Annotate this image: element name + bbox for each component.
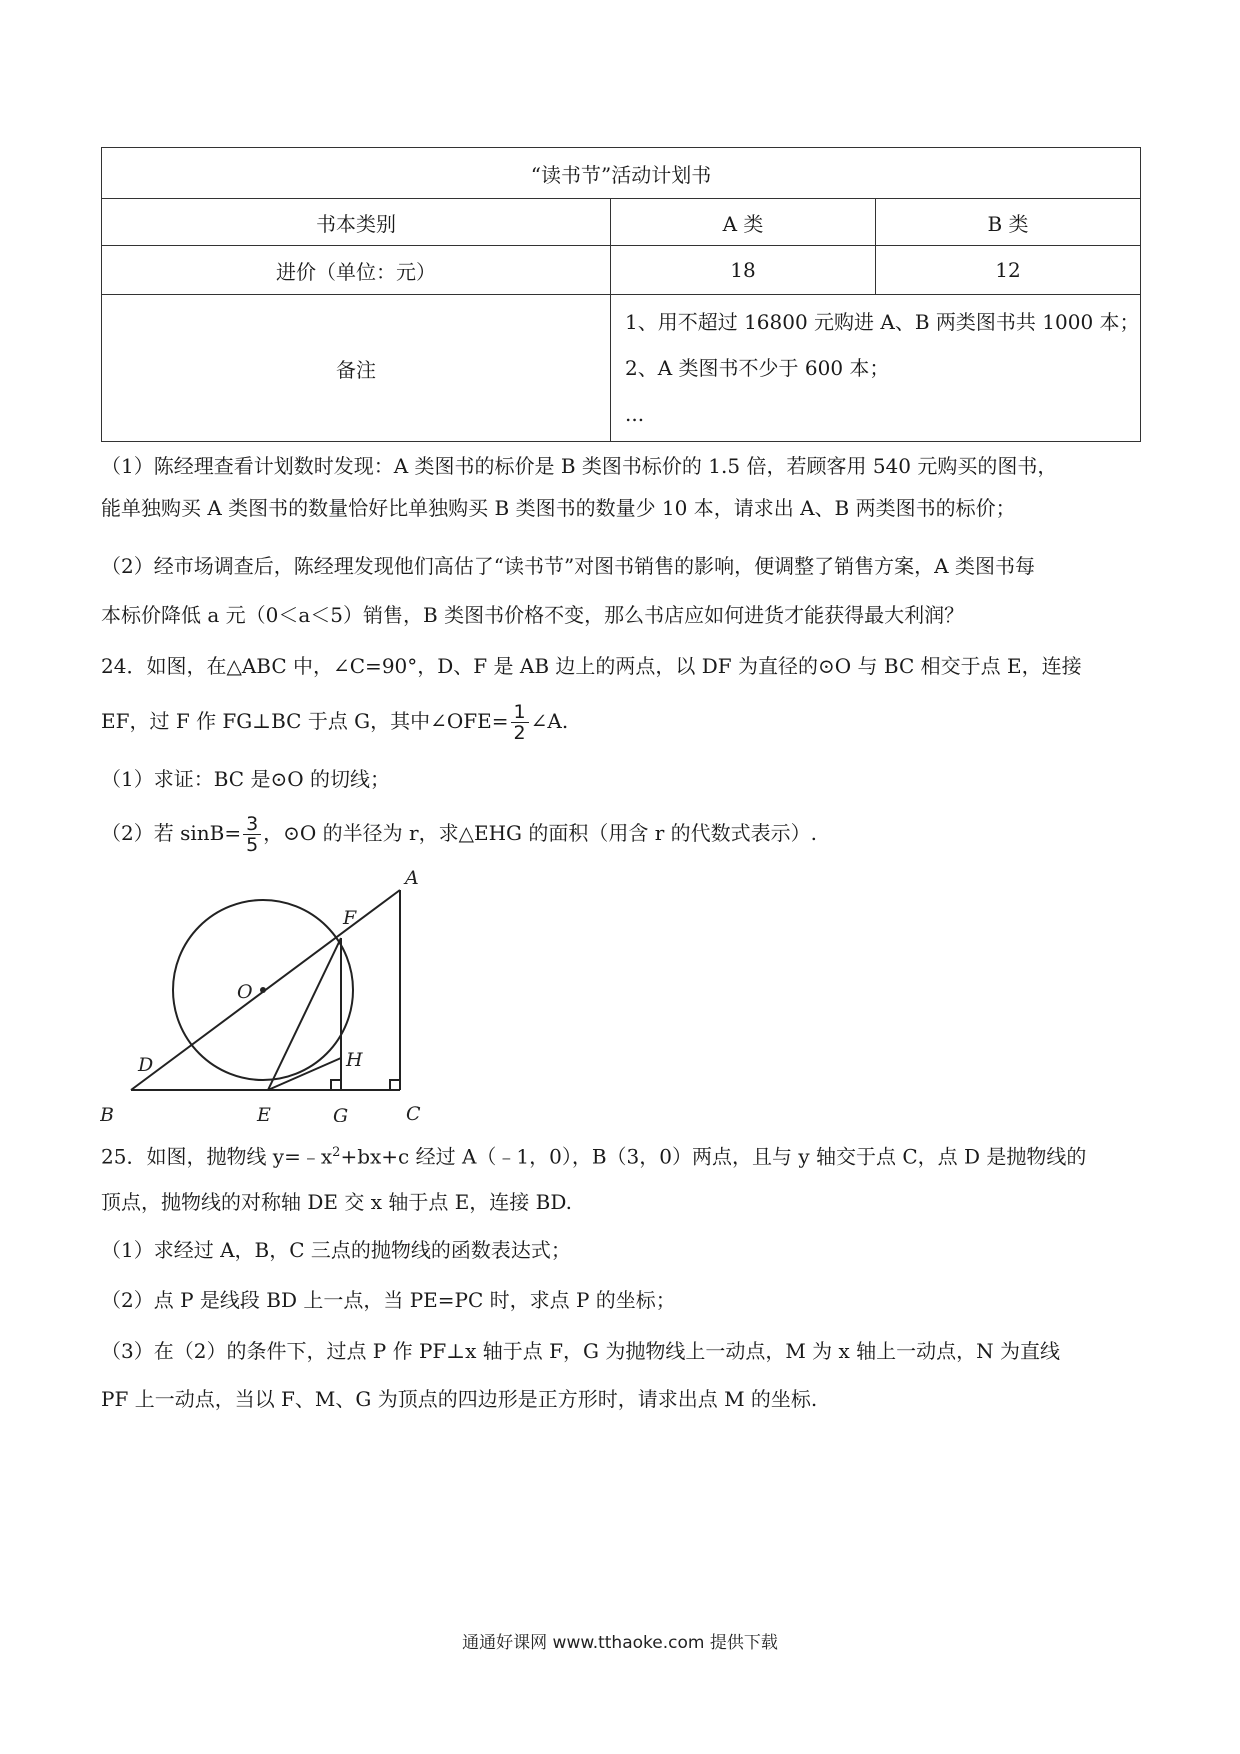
price-label: 进价（单位：元） <box>102 246 611 295</box>
price-a: 18 <box>611 246 876 295</box>
exponent: 2 <box>332 1145 341 1160</box>
notes-cell <box>611 295 1141 442</box>
geometry-figure <box>100 862 440 1122</box>
q25-line1-text: 25．如图，抛物线 y=﹣x <box>101 1144 333 1169</box>
q24-line2 <box>101 702 1141 743</box>
label-h: H <box>346 1049 363 1071</box>
q24-sub2 <box>101 814 1141 855</box>
page-footer: 通通好课网 www.tthaoke.com 提供下载 <box>462 1633 778 1653</box>
header-type-a: A 类 <box>611 199 876 246</box>
header-type-b: B 类 <box>875 199 1140 246</box>
center-point-o <box>260 987 266 993</box>
table-title: “读书节”活动计划书 <box>102 148 1141 199</box>
right-angle-g <box>331 1080 341 1090</box>
q25-line2: 顶点，抛物线的对称轴 DE 交 x 轴于点 E，连接 BD. <box>101 1190 573 1214</box>
q23-part1-line2: 能单独购买 A 类图书的数量恰好比单独购买 B 类图书的数量少 10 本，请求出 A、B 两类图书的标价； <box>101 496 1016 520</box>
q24-line2-tail: ∠A. <box>530 709 569 733</box>
q25-line1-tail: +bx+c 经过 A（﹣1，0），B（3，0）两点，且与 y 轴交于点 C，点 D 是抛物线的 <box>340 1144 1087 1169</box>
label-f: F <box>343 907 357 929</box>
note-item: 1、用不超过 16800 元购进 A、B 两类图书共 1000 本； <box>625 310 1140 334</box>
q25-sub3-line1: （3）在（2）的条件下，过点 P 作 PF⊥x 轴于点 F，G 为抛物线上一动点，M 为 x 轴上一动点，N 为直线 <box>101 1339 1061 1363</box>
q24-sub2-text: （2）若 sinB= <box>101 821 242 845</box>
label-b: B <box>100 1104 114 1122</box>
q23-part2-line1: （2）经市场调查后，陈经理发现他们高估了“读书节”对图书销售的影响，便调整了销售方案，A 类图书每 <box>101 554 1035 578</box>
label-e: E <box>257 1104 271 1122</box>
q24-sub2-tail: ，⊙O 的半径为 r，求△EHG 的面积（用含 r 的代数式表示）. <box>263 821 817 845</box>
label-d: D <box>138 1054 154 1076</box>
right-angle-c <box>390 1080 400 1090</box>
q23-part1-line1: （1）陈经理查看计划数时发现：A 类图书的标价是 B 类图书标价的 1.5 倍，若顾客用 540 元购买的图书， <box>101 454 1058 478</box>
notes-label: 备注 <box>102 295 611 442</box>
fraction-numerator: 1 <box>511 702 529 723</box>
label-g: G <box>333 1105 349 1122</box>
label-c: C <box>406 1103 421 1122</box>
q25-sub1: （1）求经过 A，B，C 三点的抛物线的函数表达式； <box>101 1238 571 1262</box>
q25-line1 <box>101 1138 1141 1172</box>
q25-sub2: （2）点 P 是线段 BD 上一点，当 PE=PC 时，求点 P 的坐标； <box>101 1288 676 1312</box>
price-b: 12 <box>875 246 1140 295</box>
fraction-denominator: 5 <box>246 834 259 856</box>
q24-sub1: （1）求证：BC 是⊙O 的切线； <box>101 767 390 791</box>
q24-line1: 24．如图，在△ABC 中，∠C=90°，D、F 是 AB 边上的两点，以 DF 为直径的⊙O 与 BC 相交于点 E，连接 <box>101 654 1082 678</box>
q25-sub3-line2: PF 上一动点，当以 F、M、G 为顶点的四边形是正方形时，请求出点 M 的坐标. <box>101 1387 818 1411</box>
note-item: ... <box>625 402 645 426</box>
activity-plan-table <box>101 147 1141 442</box>
label-a: A <box>405 867 419 889</box>
header-category: 书本类别 <box>102 199 611 246</box>
fraction-three-fifths <box>243 814 261 855</box>
fraction-one-half <box>511 702 529 743</box>
q24-line2-text: EF，过 F 作 FG⊥BC 于点 G，其中∠OFE= <box>101 709 509 733</box>
q23-part2-line2: 本标价降低 a 元（0＜a＜5）销售，B 类图书价格不变，那么书店应如何进货才能获得最大利润？ <box>101 603 965 627</box>
fraction-denominator: 2 <box>513 722 526 744</box>
note-item: 2、A 类图书不少于 600 本； <box>625 356 890 380</box>
fraction-numerator: 3 <box>243 814 261 835</box>
label-o: O <box>237 981 253 1003</box>
